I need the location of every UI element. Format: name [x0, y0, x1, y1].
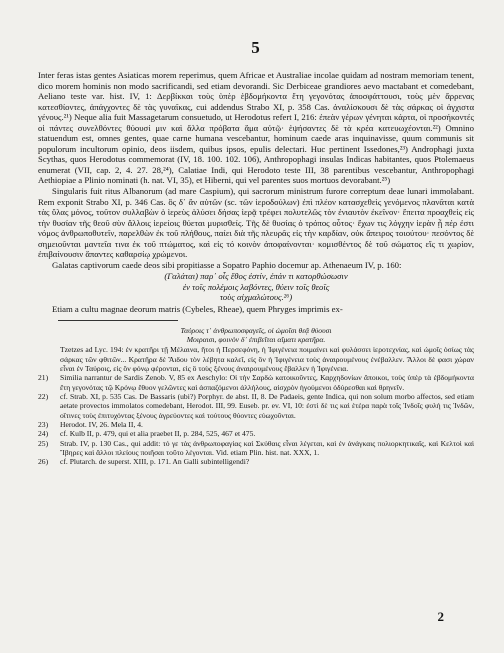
verse-line: ἐν τοῖς πολέμοις λαβόντες, θύειν τοῖς θεοῖς [182, 281, 330, 292]
printer-signature-mark: 2 [437, 609, 444, 624]
footnote-number: 23) [38, 420, 49, 430]
footnote-23 [38, 420, 474, 429]
footnote-number: 24) [38, 429, 49, 439]
page-number: 5 [251, 38, 261, 57]
footnote-number: 22) [38, 391, 49, 401]
verse-line: τοὺς αἰχμαλώτους.²⁶) [219, 292, 293, 303]
footnote-text: cf. Plutarch. de superst. XIII, p. 171. An Galli subintelligendi? [60, 457, 250, 467]
paragraph-1: Inter feras istas gentes Asiaticas morem reperimus, quem Africae et Australiae incolae quidam ad nostram memoriam tenent, dico morem hominis non modo sacrificandi, sed etiam devorandi. Sic Derbiceae grandiores aevo mactabant et comedebant, Aeliano teste var. hist. IV, 1: Δερβίκκαι τοὺς ὑπὲρ ἑβδομήκοντα ἔτη γεγονότας ἀποσφάττουσι, τοὺς μὲν ἄρρενας κατεσθίοντες, ἀπάγχοντες δὲ τὰς γυναῖκας, cui addendus Strabo XI, p. 358 Cas. ἀναλίσκουσι δὲ τὰς σάρκας οἱ ἀγχιστα γένους.²¹) Neque alia fuit Massagetarum consuetudo, ut Herodotus refert I, 216: ἐπεὰν γέρων γένηται κάρτα, οἱ προσήκοντές οἱ πάντες συνελθόντες θύουσί μιν καὶ ἄλλα πρόβατα ἅμα αὐτῷ· ἑψήσαντες δὲ τὰ κρέα κατευωχέονται.²²) Omnino statuendum est, omnes gentes, quae carne humana vescebantur, hominum caede aras inquinavisse, quum communis sit populorum incultorum opinio, deos iisdem, quibus ipsos, epulis delectari. Huc pertinent Issedones,²³) Androphagi juxta Scythas, quos Herodotus commemorat (IV, 18. 100. 102. 106), Anthropophagi insulas Indicas habitantes, quos Ptolemaeus enumerat (VII, cap. 2, 4. 27. 28,²⁴), Calatiae Indi, qui Herodoto teste III, 38 parentibus vescebantur, Anthropophagi Aethiopiae a Plinio nominati (h. nat. VI, 35), et Hiberni, qui vel parentes suos mortuos devorabant.²⁵) [38, 70, 474, 186]
footnote-21 [38, 373, 474, 392]
footnote-lead-verse [38, 326, 474, 345]
verse-line: (Γαλάται) παρ᾽ οἷς ἔθος ἐστίν, ἐπάν τι κατορθώσωσιν [164, 271, 348, 282]
footnote-25 [38, 439, 474, 458]
paragraph-3: Galatas captivorum caede deos sibi propitiasse a Sopatro Paphio docemur ap. Athenaeum IV, p. 160: [52, 259, 402, 270]
main-text [38, 70, 474, 315]
footnote-divider [58, 320, 178, 321]
paragraph-2: Singularis fuit ritus Albanorum (ad mare Caspium), qui sacrorum ministrum furore correptum deae lunari immolabant. Rem exponit Strabo XI, p. 346 Cas. ὃς δ᾽ ἂν αὐτῶν (sc. τῶν ἱεροδούλων) ἐπὶ πλέον κατασχεθεὶς γενόμενος πλανᾶται κατὰ τὰς ὕλας μόνος, τοῦτον συλλαβὼν ὁ ἱερεὺς ἁλύσει δήσας ἱερᾷ τρέφει πολυτελῶς τὸν ἐνιαυτὸν ἐκεῖνον· ἔπειτα προαχθεὶς εἰς τὴν θυσίαν τῆς θεοῦ σὺν ἄλλοις ἱερείοις θύεται μυρισθείς. Τῆς δὲ θυσίας ὁ τρόπος οὗτος· ἔχων τις λόγχην ἱερὰν ᾗ πέρ ἐστι νόμος ἀνθρωποθυτεῖν, παρελθὼν ἐκ τοῦ πλήθους, παίει διὰ τῆς πλευρᾶς εἰς τὴν καρδίαν, οὐκ ἄπειρος τοιούτου· πεσόντος δὲ σημειοῦνται μαντεῖα τινα ἐκ τοῦ πτώματος, καὶ εἰς τό κοινὸν ἀποφαίνονται· κομισθέντος δὲ τοῦ σώματος εἴς τι χωρίον, ἐπιβαίνουσιν ἅπαντες καθαρσίῳ χρώμενοι. [38, 186, 474, 260]
verse-quote [38, 271, 474, 303]
footnote-text: Similia narrantur de Sardis Zenob. V, 85 ex Aeschylo: Οἱ τὴν Σαρδὼ κατοικοῦντες, Καρχηδονίων ἄποικοι, τοὺς ὑπὲρ τὰ ἑβδομήκοντα ἔτη γεγονότας τῷ Κρόνῳ ἔθυον γελῶντες καὶ ἀσπαζόμενοι ἀλλήλους, αἰσχρὸν ἡγούμενοι ὀδύρεσθαι καὶ θρηνεῖν. [60, 373, 474, 392]
footnote-22 [38, 392, 474, 420]
paragraph-4: Etiam a cultu magnae deorum matris (Cybeles, Rheae), quem Phryges imprimis ex- [52, 304, 343, 315]
footnotes [38, 326, 474, 467]
footnote-continuation: Tzetzes ad Lyc. 194: ἐν κρατῆρι τῇ Μέλαινα, ἤτοι ἡ Περσεφόνη, ἡ Ἰφιγένεια ποιμαίνει καὶ φυλάσσει ἱεροτεχνίας, καὶ ὠμοῖς ὁσίως τὰς σάρκας τῶν φθιτῶν... Κρατῆρα δὲ Ἅιδου τὸν λέβητα καλεῖ, εἰς ὃν ἡ Ἰφιγένεια τοὺς ἀναιρουμένους ἐνέβαλλεν. Ἄλλοι δὲ φασι χώραν εἶναι ἐν Ταύροις, εἰς ὃν φόνῳ φέρονται, εἰς ὃ τοὺς ξένους ἀναιρουμένους ἔβαλλεν ἡ Ἰφιγένεια. [60, 345, 474, 373]
footnote-text: Herodot. IV, 26. Mela II, 4. [60, 420, 143, 430]
footnote-text: Strab. IV, p. 130 Cas., qui addit: τό γε τὰς ἀνθρωποφαγίας καὶ Σκύθαις εἶναι λέγεται, καὶ ἐν ἀνάγκαις πολιορκητικαῖς, καὶ Κελτοὶ καὶ Ἴβηρες καὶ ἄλλοι πλείους ποιῆσαι τοῦτο λέγονται. Vid. etiam Plin. hist. nat. XXX, 1. [60, 438, 474, 458]
footnote-number: 21) [38, 373, 49, 383]
footnote-text: cf. Kulb II, p. 479, qui et alia praebet II, p. 284, 525, 467 et 475. [60, 429, 256, 439]
verse-line: Ταύροις τ᾽ ἀνθρωποσφαγεῖς, οἱ ὠμοῖσι θεᾷ θύουσι [180, 325, 332, 335]
verse-line: Μοιραισι, φοινὸν δ᾽ ἐπιβεῖται αἵματι κρατῆρα. [186, 334, 326, 344]
footnote-number: 26) [38, 457, 49, 467]
footnote-26 [38, 457, 474, 466]
footnote-number: 25) [38, 438, 49, 448]
footnote-text: cf. Strab. XI, p. 535 Cas. De Bassaris (ubi?) Porphyr. de abst. II, 8. De Padaeis, gente Indica, qui non solum morbo affectos, sed etiam aetate provectos immolatos comedebant, Herodot. III, 99. Euseb. pr. ev. VI, 10: ἐστὶ δὲ τις καὶ ἑτέρα παρὰ τοῖς Ἰνδοῖς φυλή τις Ἰνδῶν, οἵτινες τοὺς ἐπιτυχόντας ξένους ἀγρεύοντες καὶ τούτους θύοντες εὐωχοῦνται. [60, 391, 474, 420]
footnote-24 [38, 429, 474, 438]
